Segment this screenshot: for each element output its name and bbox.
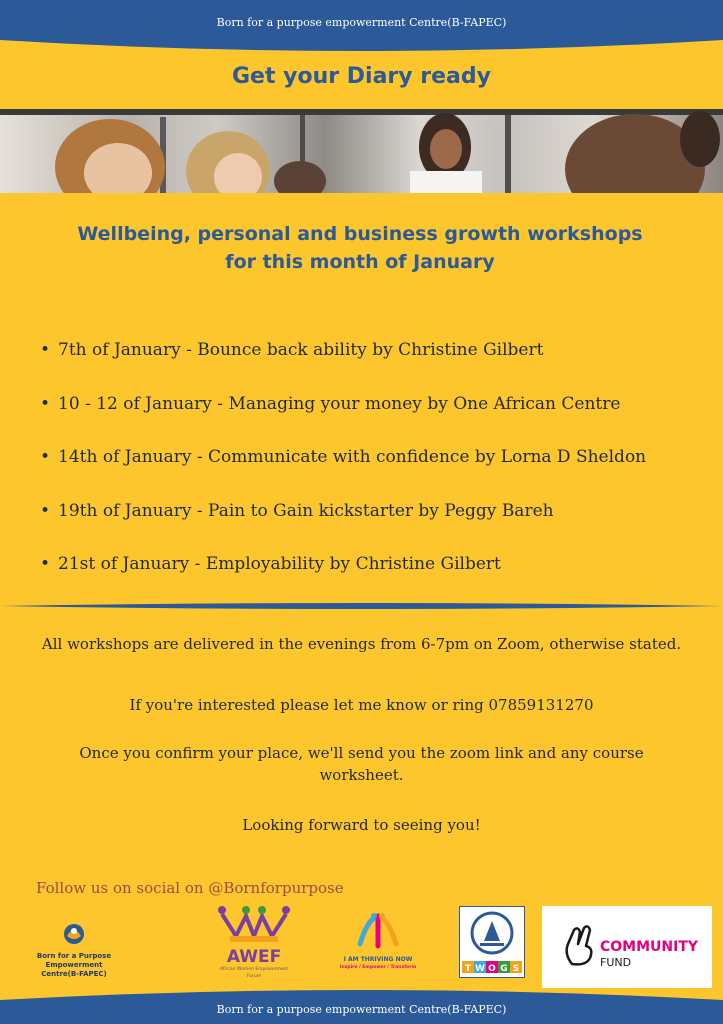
delivery-info: All workshops are delivered in the evenings from 6-7pm on Zoom, otherwise stated. (41, 635, 682, 653)
woja-letter: S (512, 964, 520, 974)
bfapec-emblem-icon (14, 922, 134, 948)
thriving-tagline: Inspire / Empower / Transform (339, 965, 417, 970)
workshop-item: • 21st of January - Employability by Christine Gilbert (40, 550, 646, 604)
thriving-title: I AM THRIVING NOW (343, 956, 413, 963)
bfapec-caption-line-1: Born for a Purpose Empowerment (36, 952, 112, 969)
closing-line: Looking forward to seeing you! (242, 816, 481, 834)
contact-info: If you're interested please let me know or ring 07859131270 (129, 696, 594, 714)
woja-letter: O (488, 964, 496, 974)
social-handle: Follow us on social on @Bornforpurpose (36, 879, 344, 897)
woja-logo (459, 906, 525, 978)
thriving-logo (338, 912, 418, 976)
thriving-figures-icon (338, 912, 418, 952)
woja-letter: G (500, 964, 508, 974)
awef-subtitle: African Women Empowerment Forum (219, 967, 289, 979)
headline: Get your Diary ready (232, 64, 491, 89)
awef-logo (216, 902, 292, 978)
workshop-list (40, 336, 646, 604)
header-org-name: Born for a purpose empowerment Centre(B-FAPEC) (216, 16, 507, 29)
community-fund-line-1: COMMUNITY (600, 939, 699, 955)
woja-letter: W (475, 964, 485, 974)
bfapec-logo (14, 922, 134, 978)
awef-crown-icon (216, 902, 292, 944)
subheading-line-1: Wellbeing, personal and business growth workshops (77, 223, 643, 245)
subheading (60, 220, 660, 276)
bfapec-caption-line-2: Centre(B-FAPEC) (41, 970, 107, 978)
woja-letter: T (464, 964, 472, 974)
workshop-item: • 10 - 12 of January - Managing your money by One African Centre (40, 390, 646, 444)
awef-title: AWEF (226, 947, 282, 967)
footer-org-name: Born for a purpose empowerment Centre(B-FAPEC) (216, 1003, 507, 1016)
workshop-item: • 14th of January - Communicate with confidence by Lorna D Sheldon (40, 443, 646, 497)
crossed-fingers-icon (560, 924, 598, 970)
workshop-photo (0, 109, 723, 193)
workshop-item: • 19th of January - Pain to Gain kickstarter by Peggy Bareh (40, 497, 646, 551)
community-fund-logo (542, 906, 712, 988)
community-fund-line-2: FUND (600, 956, 632, 969)
subheading-line-2: for this month of January (225, 251, 495, 273)
confirm-info-line-2: worksheet. (319, 766, 404, 784)
confirm-info-line-1: Once you confirm your place, we'll send you the zoom link and any course (79, 744, 644, 762)
section-divider (0, 598, 723, 614)
workshop-item: • 7th of January - Bounce back ability by Christine Gilbert (40, 336, 646, 390)
woja-seal-icon (460, 907, 524, 977)
